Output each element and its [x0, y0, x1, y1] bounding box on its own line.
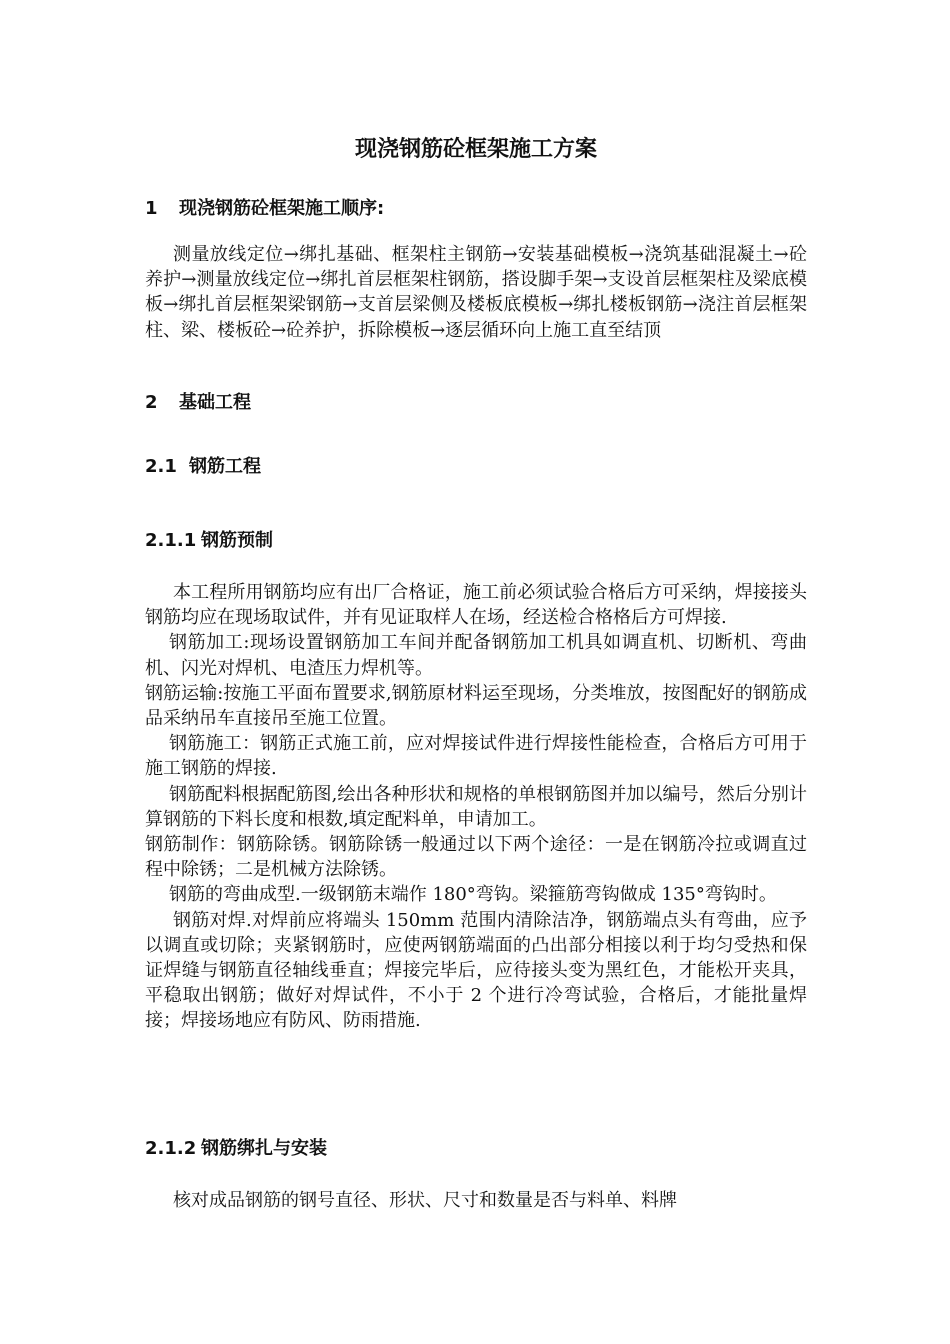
paragraph-construction: 钢筋施工：钢筋正式施工前，应对焊接试件进行焊接性能检查，合格后方可用于施工钢筋的焊接.	[145, 733, 807, 780]
paragraph-binding-check: 核对成品钢筋的钢号直径、形状、尺寸和数量是否与料单、料牌	[173, 1190, 677, 1211]
construction-sequence-paragraph: 测量放线定位→绑扎基础、框架柱主钢筋→安装基础模板→浇筑基础混凝土→砼养护→测量放线定位→绑扎首层框架柱钢筋，搭设脚手架→支设首层框架柱及梁底模板→绑扎首层框架梁钢筋→支首层梁侧及楼板底模板→绑扎楼板钢筋→浇注首层框架柱、梁、楼板砼→砼养护，拆除模板→逐层循环向上施工直至结顶	[145, 244, 807, 341]
section-number: 2.1.2	[145, 1138, 197, 1159]
section-title: 钢筋预制	[201, 530, 273, 551]
section-number: 2.1.1	[145, 530, 197, 551]
paragraph-butt-welding: 钢筋对焊.对焊前应将端头 150mm 范围内清除洁净，钢筋端点头有弯曲，应予以调直或切除；夹紧钢筋时，应使两钢筋端面的凸出部分相接以利于均匀受热和保证焊缝与钢筋直径轴线垂直；焊接完毕后，应待接头变为黑红色，才能松开夹具，平稳取出钢筋；做好对焊试件，不小于 2 个进行冷弯试验，合格后，才能批量焊接；焊接场地应有防风、防雨措施.	[145, 909, 807, 1032]
section-2-1-2-body	[145, 1188, 807, 1213]
section-2-1-heading	[145, 454, 261, 480]
section-number: 2	[145, 392, 158, 413]
section-title: 钢筋绑扎与安装	[201, 1138, 327, 1159]
section-2-1-1-heading	[145, 528, 273, 554]
paragraph-rust-removal: 钢筋制作：钢筋除锈。钢筋除锈一般通过以下两个途径：一是在钢筋冷拉或调直过程中除锈；二是机械方法除锈。	[145, 834, 807, 881]
section-title: 钢筋工程	[189, 456, 261, 477]
section-title: 基础工程	[179, 392, 251, 413]
section-number: 2.1	[145, 456, 177, 477]
paragraph-batching: 钢筋配料根据配筋图,绘出各种形状和规格的单根钢筋图并加以编号，然后分别计算钢筋的下料长度和根数,填定配料单，申请加工。	[145, 783, 807, 830]
paragraph-transport: 钢筋运输:按施工平面布置要求,钢筋原材料运至现场，分类堆放，按图配好的钢筋成品采纳吊车直接吊至施工位置。	[145, 682, 807, 730]
paragraph-bending: 钢筋的弯曲成型.一级钢筋末端作 180°弯钩。梁箍筋弯钩做成 135°弯钩时。	[169, 884, 777, 906]
document-title: 现浇钢筋砼框架施工方案	[354, 137, 597, 162]
section-1-body	[145, 242, 807, 343]
paragraph-processing: 钢筋加工:现场设置钢筋加工车间并配备钢筋加工机具如调直机、切断机、弯曲机、闪光对焊机、电渣压力焊机等。	[145, 632, 807, 679]
section-2-heading	[145, 390, 251, 416]
section-2-1-2-heading	[145, 1136, 327, 1162]
paragraph-certification: 本工程所用钢筋均应有出厂合格证，施工前必须试验合格后方可采纳，焊接接头钢筋均应在现场取试件，并有见证取样人在场，经送检合格格后方可焊接.	[145, 582, 807, 629]
section-2-1-1-body	[145, 580, 807, 1034]
section-title: 现浇钢筋砼框架施工顺序:	[179, 198, 385, 219]
section-1-heading	[145, 196, 384, 222]
section-number: 1	[145, 198, 158, 219]
